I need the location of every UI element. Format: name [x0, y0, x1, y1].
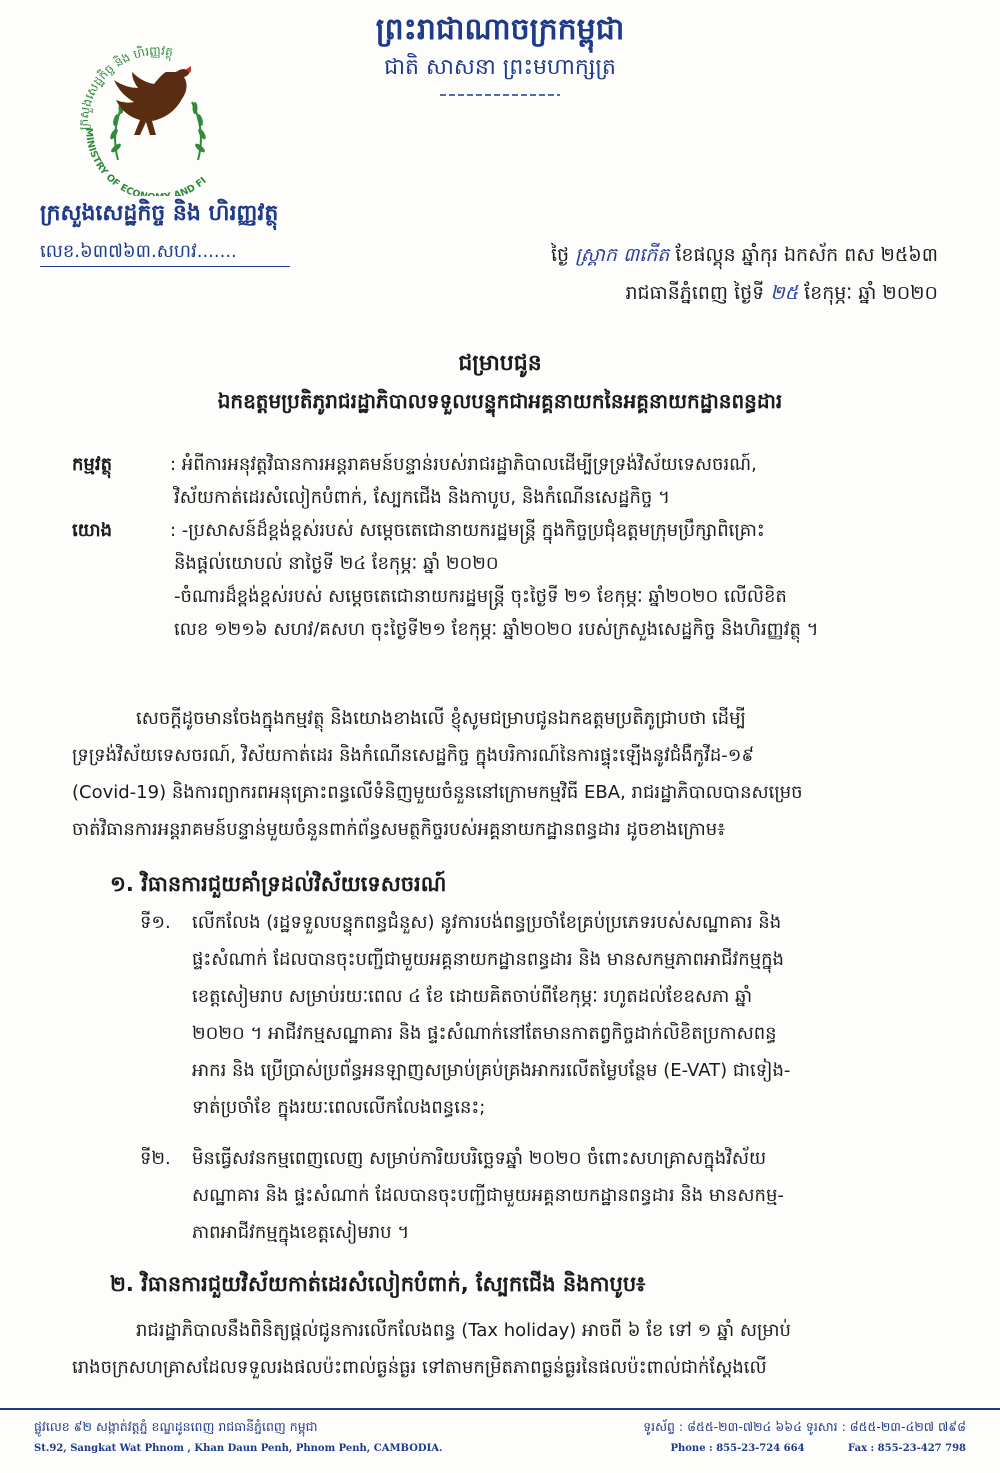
item-line: ទាត់ប្រចាំខែ ក្នុងរយៈពេលលើកលែងពន្ធនេះ;	[192, 1097, 486, 1118]
item-line: សណ្ឋាគារ និង ផ្ទះសំណាក់ ដែលបានចុះបញ្ជីជាមួយអគ្គនាយកដ្ឋានពន្ធដារ និង មានសកម្ម-	[192, 1185, 784, 1206]
motto-ornament-icon	[440, 90, 560, 100]
lunar-date-suffix: ខែផល្គុន ឆ្នាំកុរ ឯកស័ក ពស ២៥៦៣	[675, 244, 938, 266]
section-2-title: ២. វិធានការជួយវិស័យកាត់ដេរសំលៀកបំពាក់, ស្បែកជើង និងកាបូប៖	[110, 1272, 646, 1296]
rooster-emblem-icon	[58, 20, 254, 196]
solar-date-suffix: ខែកុម្ភៈ ឆ្នាំ ២០២០	[804, 282, 938, 304]
lunar-date-prefix: ថ្ងៃ	[550, 244, 570, 266]
lunar-date	[518, 236, 938, 274]
reference-row	[72, 514, 952, 646]
subject-line: : អំពីការអនុវត្តវិធានការអន្តរាគមន៍បន្ទាន់របស់រាជរដ្ឋាភិបាលដើម្បីទ្រទ្រង់វិស័យទេសចរណ៍,	[170, 454, 757, 475]
reference-line: លេខ ១២១៦ សហវ/គសហ ចុះថ្ងៃទី២១ ខែកុម្ភៈ ឆ្នាំ២០២០ របស់ក្រសួងសេដ្ឋកិច្ច និងហិរញ្ញវត្ថុ ។	[174, 619, 819, 640]
intro-line: សេចក្តីដូចមានចែងក្នុងកម្មវត្ថុ និងយោងខាងលើ ខ្ញុំសូមជម្រាបជូនឯកឧត្តមប្រតិភូជ្រាបថា ដើម្បី	[136, 708, 746, 729]
intro-paragraph	[72, 700, 940, 848]
fax-english: Fax : 855-23-427 798	[848, 1443, 966, 1454]
recipient-block	[60, 346, 940, 420]
subject-reference-block	[72, 448, 952, 646]
section-2-paragraph	[72, 1312, 940, 1386]
svg-text:ក្រសួងសេដ្ឋកិច្ច និង ហិរញ្ញវត្: ក្រសួងសេដ្ឋកិច្ច និង ហិរញ្ញវត្ថុ	[76, 43, 174, 131]
solar-date	[518, 274, 938, 312]
item-number: ទី១.	[140, 912, 171, 933]
item-line: មិនធ្វើសវនកម្មពេញលេញ សម្រាប់ការិយបរិច្ឆេទឆ្នាំ ២០២០ ចំពោះសហគ្រាសក្នុងវិស័យ	[192, 1148, 767, 1169]
address-khmer: ផ្លូវលេខ ៩២ សង្កាត់វត្តភ្នំ ខណ្ឌដូនពេញ រាជធានីភ្នំពេញ កម្ពុជា	[34, 1419, 318, 1434]
section-1-item-2	[140, 1140, 940, 1251]
section-2-line: រោងចក្រសហគ្រាសដែលទទួលរងផលប៉ះពាល់ធ្ងន់ធ្ងរ ទៅតាមកម្រិតភាពធ្ងន់ធ្ងរនៃផលប៉ះពាល់ជាក់ស្តែងលើ	[72, 1357, 767, 1378]
solar-date-prefix: រាជធានីភ្នំពេញ ថ្ងៃទី	[625, 282, 765, 304]
reference-line: : -ប្រសាសន៍ដ៏ខ្ពង់ខ្ពស់របស់ សម្តេចតេជោនាយករដ្ឋមន្ត្រី ក្នុងកិច្ចប្រជុំឧត្តមក្រុមប្រឹក្សាពិគ្រោះ	[170, 520, 765, 541]
intro-line: ទ្រទ្រង់វិស័យទេសចរណ៍, វិស័យកាត់ដេរ និងកំណើនសេដ្ឋកិច្ច ក្នុងបរិការណ៍នៃការផ្ទុះឡើងនូវជំងឺកូវីដ-១៩	[72, 745, 755, 766]
item-line: ផ្ទះសំណាក់ ដែលបានចុះបញ្ជីជាមួយអគ្គនាយកដ្ឋានពន្ធដារ និង មានសកម្មភាពអាជីវកម្មក្នុង	[192, 949, 784, 970]
footer-contact	[536, 1416, 966, 1460]
ministry-name: ក្រសួងសេដ្ឋកិច្ច និង ហិរញ្ញវត្ថុ	[40, 200, 279, 226]
date-block	[518, 236, 938, 312]
item-line: ភាពអាជីវកម្មក្នុងខេត្តសៀមរាប ។	[192, 1222, 410, 1243]
section-1-item-1	[140, 904, 940, 1126]
lunar-date-handwritten: ស្គ្រាក ៣កើត	[575, 244, 670, 266]
section-2-line: រាជរដ្ឋាភិបាលនឹងពិនិត្យផ្តល់ជូនការលើកលែងពន្ធ (Tax holiday) អាចពី ៦ ខែ ទៅ ១ ឆ្នាំ សម្រាប់	[136, 1320, 791, 1341]
kingdom-header	[250, 8, 750, 104]
reference-label: យោង	[72, 520, 112, 541]
letterhead-footer	[0, 1408, 1000, 1473]
solar-date-handwritten: ២៥	[770, 282, 799, 304]
reference-line: និងផ្តល់យោបល់ នាថ្ងៃទី ២៤ ខែកុម្ភៈ ឆ្នាំ ២០២០	[174, 553, 499, 574]
recipient-salutation: ជម្រាបជូន	[458, 351, 542, 376]
item-line: លើកលែង (រដ្ឋទទួលបន្ទុកពន្ធជំនួស) នូវការបង់ពន្ធប្រចាំខែគ្រប់ប្រភេទរបស់សណ្ឋាគារ និង	[192, 912, 782, 933]
subject-label: កម្មវត្ថុ	[72, 454, 112, 475]
national-motto: ជាតិ សាសនា ព្រះមហាក្សត្រ	[384, 55, 616, 80]
item-line: ខេត្តសៀមរាប សម្រាប់រយៈពេល ៤ ខែ ដោយគិតចាប់ពីខែកុម្ភៈ រហូតដល់ខែឧសភា ឆ្នាំ	[192, 986, 753, 1007]
intro-line: (Covid-19) និងការព្យាករពអនុគ្រោះពន្ធលើទំនិញមួយចំនួននៅក្រោមកម្មវិធី EBA, រាជរដ្ឋាភិបាលបានសម្រេច	[72, 782, 803, 803]
ministry-seal-logo	[58, 20, 254, 196]
phone-english: Phone : 855-23-724 664	[670, 1443, 805, 1454]
reference-number: លេខ.៦៣៧៦៣.សហវ.......	[40, 238, 290, 267]
subject-row	[72, 448, 952, 514]
phone-fax-khmer: ទូរស័ព្ទ : ៨៥៥-២៣-៧២៤ ៦៦៤ ទូរសារ : ៨៥៥-២៣-៤២៧ ៧៩៨	[643, 1419, 966, 1434]
address-english: St.92, Sangkat Wat Phnom , Khan Daun Penh, Phnom Penh, CAMBODIA.	[34, 1443, 443, 1454]
item-line: ២០២០ ។ អាជីវកម្មសណ្ឋាគារ និង ផ្ទះសំណាក់នៅតែមានកាតព្វកិច្ចដាក់លិខិតប្រកាសពន្ធ	[192, 1023, 777, 1044]
recipient-title: ឯកឧត្តមប្រតិភូរាជរដ្ឋាភិបាលទទួលបន្ទុកជាអគ្គនាយកនៃអគ្គនាយកដ្ឋានពន្ធដារ	[217, 389, 783, 413]
footer-address	[34, 1416, 494, 1460]
item-number: ទី២.	[140, 1148, 171, 1169]
svg-text:MINISTRY OF ECONOMY AND FINANC: MINISTRY OF ECO AND FI	[82, 127, 209, 196]
reference-line: -ចំណារដ៏ខ្ពង់ខ្ពស់របស់ សម្តេចតេជោនាយករដ្ឋមន្ត្រី ចុះថ្ងៃទី ២១ ខែកុម្ភៈ ឆ្នាំ២០២០ លើលិខិត	[174, 586, 787, 607]
item-line: អាករ និង ប្រើប្រាស់ប្រព័ន្ធអនឡាញសម្រាប់គ្រប់គ្រងអាករលើតម្លៃបន្ថែម (E-VAT) ជាទៀង-	[192, 1060, 791, 1081]
kingdom-title: ព្រះរាជាណាចក្រកម្ពុជា	[375, 12, 625, 47]
subject-line: វិស័យកាត់ដេរសំលៀកបំពាក់, ស្បែកជើង និងកាបូប, និងកំណើនសេដ្ឋកិច្ច ។	[174, 487, 670, 508]
section-1-title: ១. វិធានការជួយគាំទ្រដល់វិស័យទេសចរណ៍	[110, 872, 447, 896]
intro-line: ចាត់វិធានការអន្តរាគមន៍បន្ទាន់មួយចំនួនពាក់ព័ន្ធសមត្ថកិច្ចរបស់អគ្គនាយកដ្ឋានពន្ធដារ ដូចខាងក្រោម៖	[72, 819, 726, 840]
